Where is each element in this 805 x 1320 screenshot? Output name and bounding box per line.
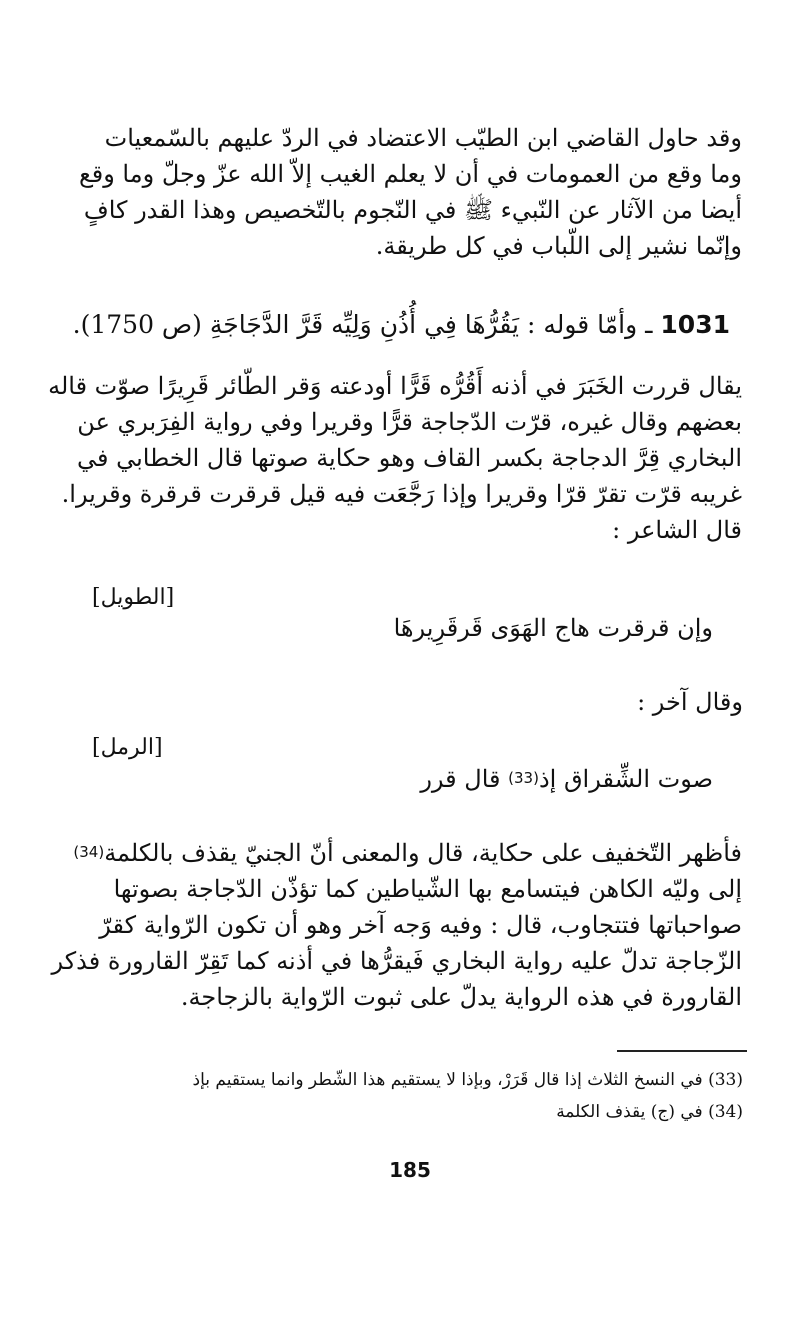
text-line: غريبه قرّت تقرّ قرّا وقريرا وإذا رَجَّعَت فيه قيل قرقرت قرقرة وقريرا. [61, 480, 742, 508]
text-line: وما وقع من العمومات في أن لا يعلم الغيب إلاّ الله عزّ وجلّ وما وقع [78, 160, 742, 188]
footnote-separator [617, 1050, 747, 1052]
paragraph-2 [48, 368, 742, 548]
text-line [73, 834, 742, 871]
entry-heading-text: ـ وأمّا قوله : يَقُرُّهَا فِي أُذُنِ وَلِيِّه قَرَّ الدَّجَاجَةِ (ص 1750). [72, 310, 661, 339]
text-line: قال الشاعر : [612, 516, 742, 544]
text-line: بعضهم وقال غيره، قرّت الدّجاجة قرًّا وقريرا وفي رواية الفِرَبري عن [77, 408, 742, 436]
verse-intro: وقال آخر : [637, 688, 743, 716]
text-line: الزّجاجة تدلّ عليه رواية البخاري فَيقرُّها في أذنه كما تَقِرّ القارورة فذكر [51, 947, 742, 975]
footnote-marker: (34) [73, 843, 105, 861]
paragraph-3 [51, 834, 742, 1015]
text-line: أيضا من الآثار عن النّبيء ﷺ في النّجوم بالتّخصيص وهذا القدر كافٍ [83, 196, 742, 224]
entry-number: 1031 [660, 310, 730, 339]
paragraph-1 [78, 120, 742, 264]
text-line: يقال قررت الخَبَرَ في أذنه أَقُرُّه قَرًّا أودعته وَقر الطّائر قَرِيرًا صوّت قاله [48, 372, 742, 400]
footnote-33: (33) في النسخ الثلاث إذا قال قَرَرْ، وبإذا لا يستقيم هذا الشّطر وانما يستقيم بإذ [192, 1070, 743, 1090]
text-line: البخاري قِرَّ الدجاجة بكسر القاف وهو حكاية صوتها قال الخطابي في [76, 444, 742, 472]
text-line: وقد حاول القاضي ابن الطيّب الاعتضاد في الردّ عليهم بالسّمعيات [104, 124, 742, 152]
footnote-34: (34) في (ج) يقذف الكلمة [556, 1102, 743, 1122]
footnote-marker: (33) [508, 769, 539, 787]
verse-line: وإن قرقرت هاج الهَوَى قَرقَرِيرهَا [393, 614, 713, 642]
line-text: فأظهر التّخفيف على حكاية، قال والمعنى أنّ الجنيّ يقذف بالكلمة [104, 839, 742, 867]
verse-text-end: قال قرر [420, 765, 509, 793]
text-line: إلى وليّه الكاهن فيتسامع بها الشّياطين كما تؤذّن الدّجاجة بصوتها [113, 875, 742, 903]
page-number: 185 [389, 1158, 431, 1182]
text-line: صواحباتها فتتجاوب، قال : وفيه وَجه آخر وهو أن تكون الرّواية كقرّ [99, 911, 742, 939]
meter-label: [الرمل] [92, 735, 163, 760]
entry-heading [72, 305, 730, 345]
verse-line [420, 760, 713, 797]
text-line: القارورة في هذه الرواية يدلّ على ثبوت الرّواية بالزجاجة. [180, 983, 742, 1011]
meter-label: [الطويل] [92, 585, 175, 610]
text-line: وإنّما نشير إلى اللّباب في كل طريقة. [375, 232, 742, 260]
verse-text: صوت الشِّقراق إذ [538, 765, 713, 793]
